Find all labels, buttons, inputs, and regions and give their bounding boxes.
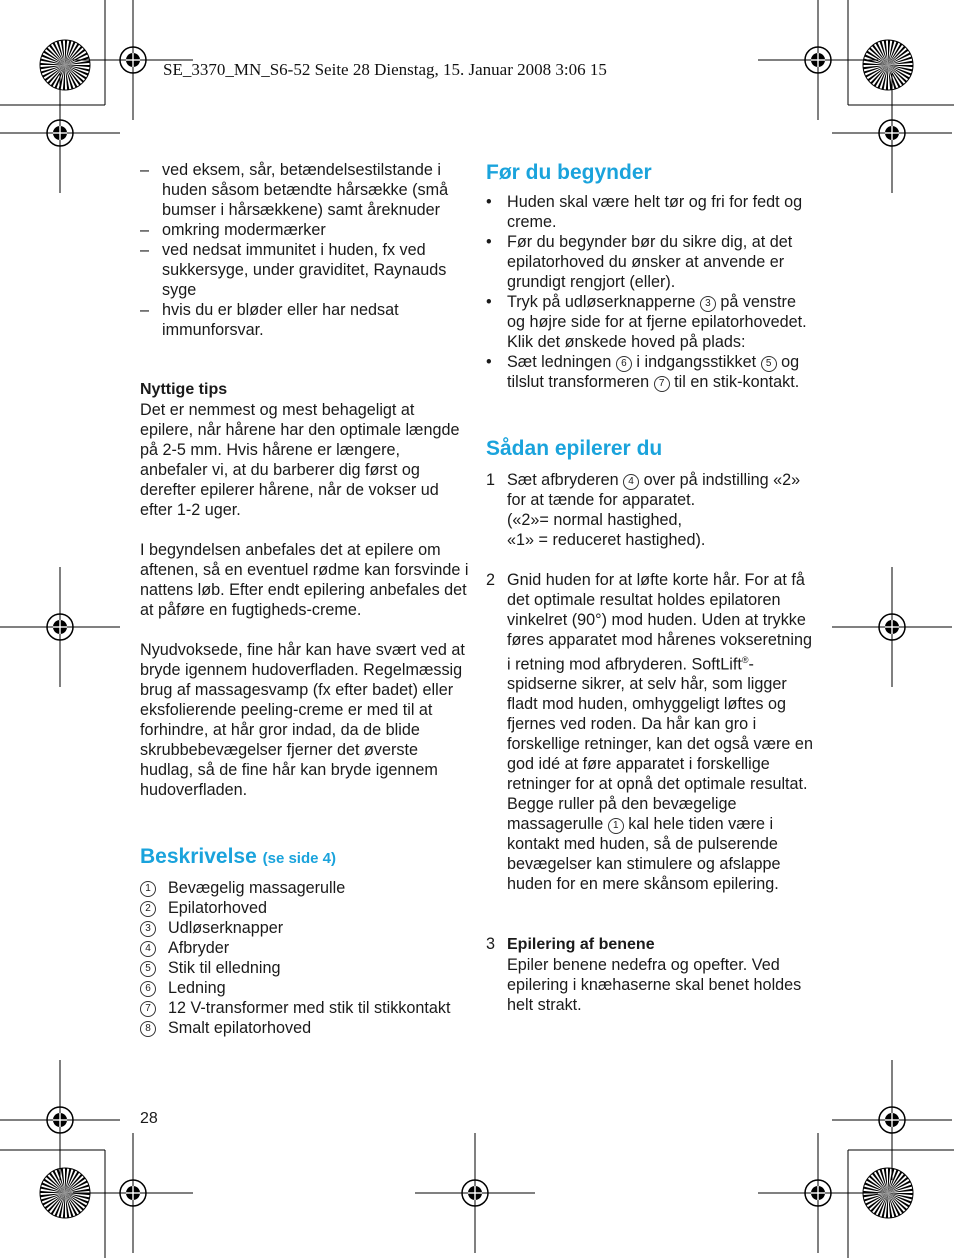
starburst-mark-icon bbox=[863, 1168, 913, 1218]
dash-marker: – bbox=[140, 161, 150, 179]
number-circle: 1 bbox=[608, 818, 624, 834]
file-header: SE_3370_MN_S6-52 Seite 28 Dienstag, 15. Januar 2008 3:06 15 bbox=[163, 60, 607, 79]
step-number: 2 bbox=[486, 571, 496, 589]
starburst-mark-icon bbox=[40, 40, 90, 90]
registration-mark-icon bbox=[832, 567, 952, 687]
step-text: «1» = reduceret hastighed). bbox=[507, 531, 706, 549]
list-item bbox=[486, 192, 816, 232]
how-heading: Sådan epilerer du bbox=[486, 437, 663, 460]
part-label: Bevægelig massagerulle bbox=[168, 879, 346, 897]
list-item bbox=[140, 240, 470, 300]
step-item bbox=[486, 570, 816, 894]
step-number: 3 bbox=[486, 935, 496, 954]
before-heading: Før du begynder bbox=[486, 161, 652, 184]
part-label: Stik til elledning bbox=[168, 959, 281, 977]
before-list bbox=[486, 192, 816, 392]
list-item bbox=[486, 292, 816, 352]
list-item-text: i indgangsstikket bbox=[636, 353, 757, 371]
list-item-text: ved eksem, sår, betændelsestilstande i huden såsom betændte hårsække (små bumser i hårsækkene) samt åreknuder bbox=[162, 161, 449, 219]
list-item bbox=[486, 232, 816, 292]
registration-mark-icon bbox=[832, 73, 952, 193]
registration-mark-icon bbox=[758, 1133, 878, 1253]
list-item-text: hvis du er bløder eller har nedsat immunforsvar. bbox=[162, 301, 399, 339]
number-circle: 6 bbox=[140, 981, 156, 997]
starburst-mark-icon bbox=[863, 40, 913, 90]
step-text: Sæt afbryderen bbox=[507, 471, 619, 489]
bullet-marker: • bbox=[486, 293, 492, 311]
tips-title: Nyttige tips bbox=[140, 381, 228, 398]
number-circle: 8 bbox=[140, 1021, 156, 1037]
registration-mark-icon bbox=[73, 1133, 193, 1253]
contraindication-list bbox=[140, 160, 470, 340]
right-column bbox=[486, 160, 816, 1015]
list-item-text: omkring modermærker bbox=[162, 221, 326, 239]
list-item bbox=[140, 878, 470, 898]
registration-mark-icon bbox=[0, 1060, 120, 1180]
dash-marker: – bbox=[140, 241, 150, 259]
list-item bbox=[140, 938, 470, 958]
step-item bbox=[486, 934, 816, 1015]
number-circle: 7 bbox=[654, 376, 670, 392]
registration-mark-icon bbox=[415, 1133, 535, 1253]
list-item bbox=[140, 1018, 470, 1038]
description-ref: (se side 4) bbox=[262, 850, 336, 867]
list-item bbox=[140, 160, 470, 220]
registration-mark-icon bbox=[0, 567, 120, 687]
part-label: Smalt epilatorhoved bbox=[168, 1019, 312, 1037]
list-item bbox=[486, 352, 816, 392]
list-item bbox=[140, 300, 470, 340]
list-item-text: Huden skal være helt tør og fri for fedt og creme. bbox=[507, 193, 803, 231]
number-circle: 4 bbox=[140, 941, 156, 957]
number-circle: 5 bbox=[761, 356, 777, 372]
tips-paragraph: I begyndelsen anbefales det at epilere om aftenen, så en eventuel rødme kan forsvinde i nattens løb. Efter endt epilering anbefales det at påføre en fugtigheds-creme. bbox=[140, 541, 469, 619]
left-column bbox=[140, 160, 470, 1038]
starburst-mark-icon bbox=[40, 1168, 90, 1218]
registration-mark-icon bbox=[832, 1060, 952, 1180]
list-item-text: Tryk på udløserknapperne bbox=[507, 293, 696, 311]
part-label: Ledning bbox=[168, 979, 226, 997]
step-title: Epilering af benene bbox=[507, 936, 655, 954]
part-label: 12 V-transformer med stik til stikkontakt bbox=[168, 999, 451, 1017]
list-item-text: Sæt ledningen bbox=[507, 353, 612, 371]
list-item bbox=[140, 898, 470, 918]
number-circle: 3 bbox=[140, 921, 156, 937]
part-label: Udløserknapper bbox=[168, 919, 284, 937]
dash-marker: – bbox=[140, 221, 150, 239]
tips-paragraph: Nyudvoksede, fine hår kan have svært ved at bryde igennem hudoverfladen. Regelmæssig brug af massagesvamp (fx efter badet) eller eksfolierende peeling-creme er med til at forhindre, at hår gror indad, da de blide skrubbebevægelser fjerner det øverste hudlag, så de fine hår kan bryde igennem hudoverfladen. bbox=[140, 641, 465, 799]
page-number: 28 bbox=[140, 1110, 158, 1127]
number-circle: 7 bbox=[140, 1001, 156, 1017]
list-item-text: ved nedsat immunitet i huden, fx ved sukkersyge, under graviditet, Raynauds syge bbox=[162, 241, 447, 299]
step-text: Gnid huden for at løfte korte hår. For at få det optimale resultat holdes epilatoren vinkelret (90°) mod huden. Uden at trykke føres apparatet mod hårenes vokseretning i retning mod afbryderen. SoftLift bbox=[507, 571, 813, 674]
number-circle: 5 bbox=[140, 961, 156, 977]
bullet-marker: • bbox=[486, 193, 492, 211]
list-item-text: til en stik-kontakt. bbox=[674, 373, 800, 391]
description-heading bbox=[140, 844, 470, 872]
description-title: Beskrivelse bbox=[140, 845, 257, 868]
number-circle: 4 bbox=[623, 474, 639, 490]
registration-mark-icon bbox=[758, 0, 878, 120]
step-text: -spidserne sikrer, at selv hår, som ligger fladt mod huden, omhyggeligt løftes og fjernes ved roden. Da hår kan gro i forskellige retninger, kan det også være en god idé at føre apparatet i forskellige retninger for at opnå det optimale resultat. Begge ruller på den bevægelige massagerulle bbox=[507, 655, 813, 834]
part-label: Epilatorhoved bbox=[168, 899, 267, 917]
number-circle: 6 bbox=[616, 356, 632, 372]
tips-paragraph: Det er nemmest og mest behageligt at epilere, når hårene har den optimale længde på 2-5 mm. Hvis hårene er længere, anbefaler vi, at du barberer dig først og derefter epilerer hårene, når de vokser ud efter 1-2 uger. bbox=[140, 401, 460, 519]
number-circle: 2 bbox=[140, 901, 156, 917]
list-item bbox=[140, 958, 470, 978]
bullet-marker: • bbox=[486, 233, 492, 251]
list-item bbox=[140, 978, 470, 998]
step-item bbox=[486, 470, 816, 550]
step-text: kal hele tiden være i kontakt med huden, så de pulserende bevægelser kan stimulere og afslappe huden for en mere skånsom epilering. bbox=[507, 815, 781, 894]
list-item bbox=[140, 220, 470, 240]
steps-list bbox=[486, 470, 816, 1015]
dash-marker: – bbox=[140, 301, 150, 319]
list-item bbox=[140, 998, 470, 1018]
part-label: Afbryder bbox=[168, 939, 230, 957]
list-item-text: og tilslut transformeren bbox=[507, 353, 800, 391]
step-number: 1 bbox=[486, 471, 496, 489]
bullet-marker: • bbox=[486, 353, 492, 371]
registration-mark-icon bbox=[0, 73, 120, 193]
number-circle: 3 bbox=[700, 296, 716, 312]
list-item-text: Før du begynder bør du sikre dig, at det epilatorhoved du ønsker at anvende er grundigt rengjort (eller). bbox=[507, 233, 793, 291]
number-circle: 1 bbox=[140, 881, 156, 897]
list-item bbox=[140, 918, 470, 938]
registered-mark: ® bbox=[741, 655, 749, 665]
step-text: over på indstilling «2» for at tænde for apparatet. bbox=[507, 471, 801, 509]
parts-list bbox=[140, 878, 470, 1038]
step-text: («2»= normal hastighed, bbox=[507, 511, 683, 529]
step-text: Epiler benene nedefra og opefter. Ved epilering i knæhaserne skal benet holdes helt strakt. bbox=[507, 956, 802, 1015]
list-item-text: på venstre og højre side for at fjerne epilatorhovedet. Klik det ønskede hoved på plads: bbox=[507, 293, 807, 351]
